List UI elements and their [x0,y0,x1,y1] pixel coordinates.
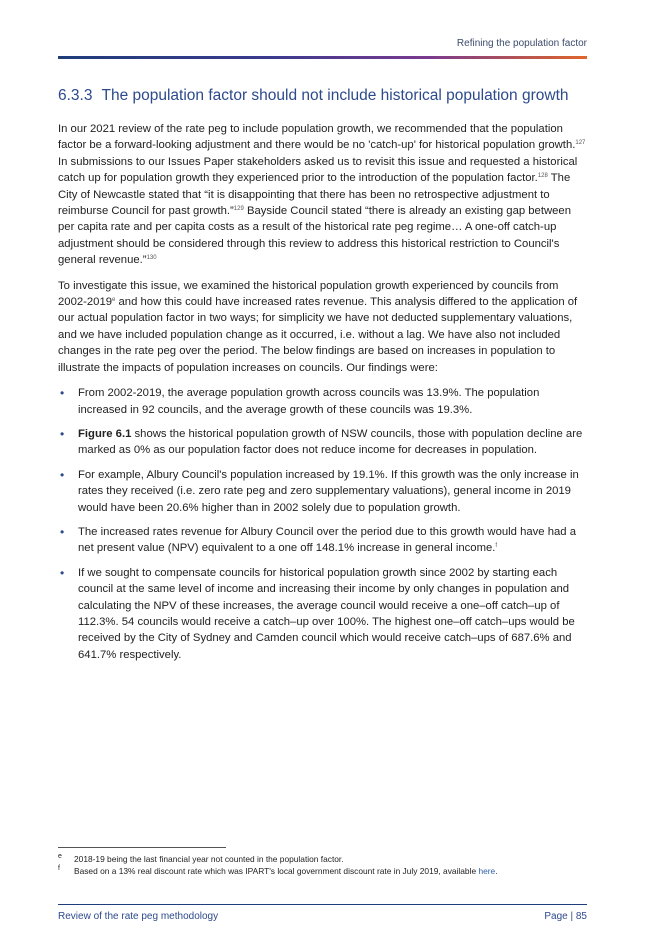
here-link[interactable]: here [478,866,496,876]
footnote-text: Based on a 13% real discount rate which was IPART's local government discount rate in July 2019, available [74,866,479,876]
list-item [58,467,588,516]
footnote-mark: e [58,853,62,860]
findings-list [58,385,588,663]
footnote-ref-128[interactable]: 128 [537,173,548,180]
paragraph-1-part-c: The City of Newcastle stated that “it is disappointing that there has been no retrospective adjustment to reimburse Council for past growth.” [58,172,571,218]
list-item-text: shows the historical population growth of NSW councils, those with population decline are marked as 0% as our population factor does not reduce income for decreases in population. [78,427,583,457]
footer-page-number: Page | 85 [544,911,587,922]
footnote-divider [58,847,226,848]
footnote-ref-e[interactable]: e [112,297,116,304]
paragraph-2-part-a: To investigate this issue, we examined the historical population growth experienced by councils from 2002-2019 [58,279,559,309]
footer-rule [58,904,587,905]
footnote-ref-127[interactable]: 127 [575,140,586,147]
section-heading [58,87,588,105]
figure-reference[interactable]: Figure 6.1 [78,427,132,440]
paragraph-1-part-a: In our 2021 review of the rate peg to include population growth, we recommended that the population factor be a forward-looking adjustment and there would be no 'catch-up' for historical population growth. [58,123,576,152]
list-item-text: If we sought to compensate councils for historical population growth since 2002 by starting each council at the same level of income and increasing their income by only changes in population and calculating the NPV of these increases, the average council would receive a one–off catch–up of 112.3%. 54 councils would receive a catch–up over 100%. The highest one–off catch–ups would be received by the City of Sydney and Camden council which would receive catch–ups of 687.6% and 641.7% respectively. [78,566,575,661]
paragraph-2-part-b: and how this could have increased rates revenue. This analysis differed to the application of our actual population factor in two ways; for simplicity we have not deducted supplementary valuations, and we have included population change as it occurred, i.e. without a lag. We have also not included changes in the rate peg over the period. The below findings are based on increases in population to illustrate the impacts of population increases on councils. Our findings were: [58,296,578,374]
list-item-text: From 2002-2019, the average population growth across councils was 13.9%. The population increased in 92 councils, and the average growth of these councils was 19.3%. [78,387,540,416]
footer-document-title: Review of the rate peg methodology [58,911,219,922]
footnote-end: . [495,866,498,876]
list-item [58,385,588,418]
footnote-ref-129[interactable]: 129 [233,206,244,213]
footnote-mark: f [58,865,60,872]
section-title-text: The population factor should not include historical population growth [101,87,569,104]
header-gradient-rule [58,56,587,59]
section-number: 6.3.3 [58,87,93,104]
list-item-text: The increased rates revenue for Albury Council over the period due to this growth would have had a net present value (NPV) equivalent to a one off 148.1% increase in general income. [78,525,576,555]
footnotes [58,853,598,877]
paragraph-2 [58,278,588,376]
paragraph-1-part-d: Bayside Council stated “there is already an existing gap between per capita rate and per capita costs as a result of the historical rate peg regime… A one-off catch-up adjustment should be considered through this review to address this historical restriction to Council's general revenue.” [58,205,571,267]
list-item [58,565,588,663]
paragraph-1-part-b: In submissions to our Issues Paper stakeholders asked us to revisit this issue and requested a historical catch up for population growth they experienced prior to the introduction of the population factor. [58,155,578,185]
footnote-text: 2018-19 being the last financial year not counted in the population factor. [74,854,344,864]
list-item [58,524,588,557]
paragraph-1 [58,121,588,269]
footnote-ref-130[interactable]: 130 [146,255,157,262]
list-item [58,426,588,459]
list-item-text: For example, Albury Council's population increased by 19.1%. If this growth was the only increase in rates they received (i.e. zero rate peg and zero supplementary valuations), general income in 2019 would have been 20.6% higher than in 2002 solely due to population growth. [78,468,579,514]
footnote-ref-f[interactable]: f [495,543,498,550]
footnote-f [58,865,598,877]
running-header: Refining the population factor [456,38,587,49]
body-text [58,121,588,671]
footnote-e [58,853,598,865]
